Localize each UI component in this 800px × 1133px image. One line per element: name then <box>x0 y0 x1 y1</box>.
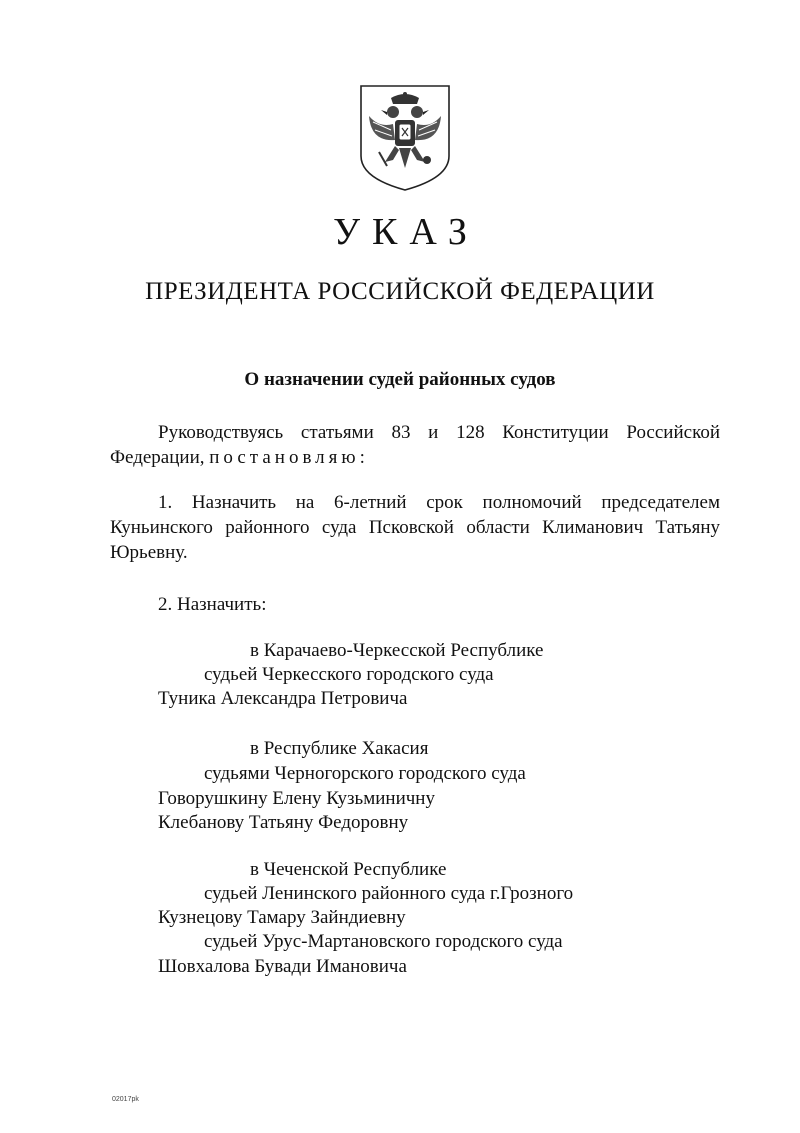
double-headed-eagle-icon <box>355 82 455 194</box>
document-subtitle: ПРЕЗИДЕНТА РОССИЙСКОЙ ФЕДЕРАЦИИ <box>145 278 655 305</box>
preamble-paragraph <box>110 420 720 470</box>
person-line: Клебанову Татьяну Федоровну <box>158 812 409 833</box>
court-line: судьей Ленинского районного суда г.Грозного <box>204 883 574 904</box>
person-line: Кузнецову Тамару Зайндиевну <box>158 907 406 928</box>
region-line: в Чеченской Республике <box>250 859 447 880</box>
item-2-label: 2. Назначить: <box>158 594 267 615</box>
person-line: Говорушкину Елену Кузьминичну <box>158 788 435 809</box>
document-code: 02017pk <box>112 1096 139 1103</box>
region-line: в Карачаево-Черкесской Республике <box>250 640 544 661</box>
person-line: Шовхалова Бувади Имановича <box>158 956 407 977</box>
region-line: в Республике Хакасия <box>250 738 429 759</box>
item-1-paragraph: 1. Назначить на 6-летний срок полномочий председателем Куньинского районного суда Псковской области Климанович Татьяну Юрьевну. <box>110 492 720 563</box>
court-line: судьей Урус-Мартановского городского суда <box>204 931 563 952</box>
person-line: Туника Александра Петровича <box>158 688 408 709</box>
court-line: судьями Черногорского городского суда <box>204 763 526 784</box>
preamble-text: Руководствуясь статьями 83 и 128 Конституции Российской Федерации, <box>110 422 720 468</box>
court-line: судьей Черкесского городского суда <box>204 664 494 685</box>
decree-heading: О назначении судей районных судов <box>244 369 556 390</box>
decree-word: постановляю: <box>209 447 369 468</box>
document-title: УКАЗ <box>333 211 479 253</box>
